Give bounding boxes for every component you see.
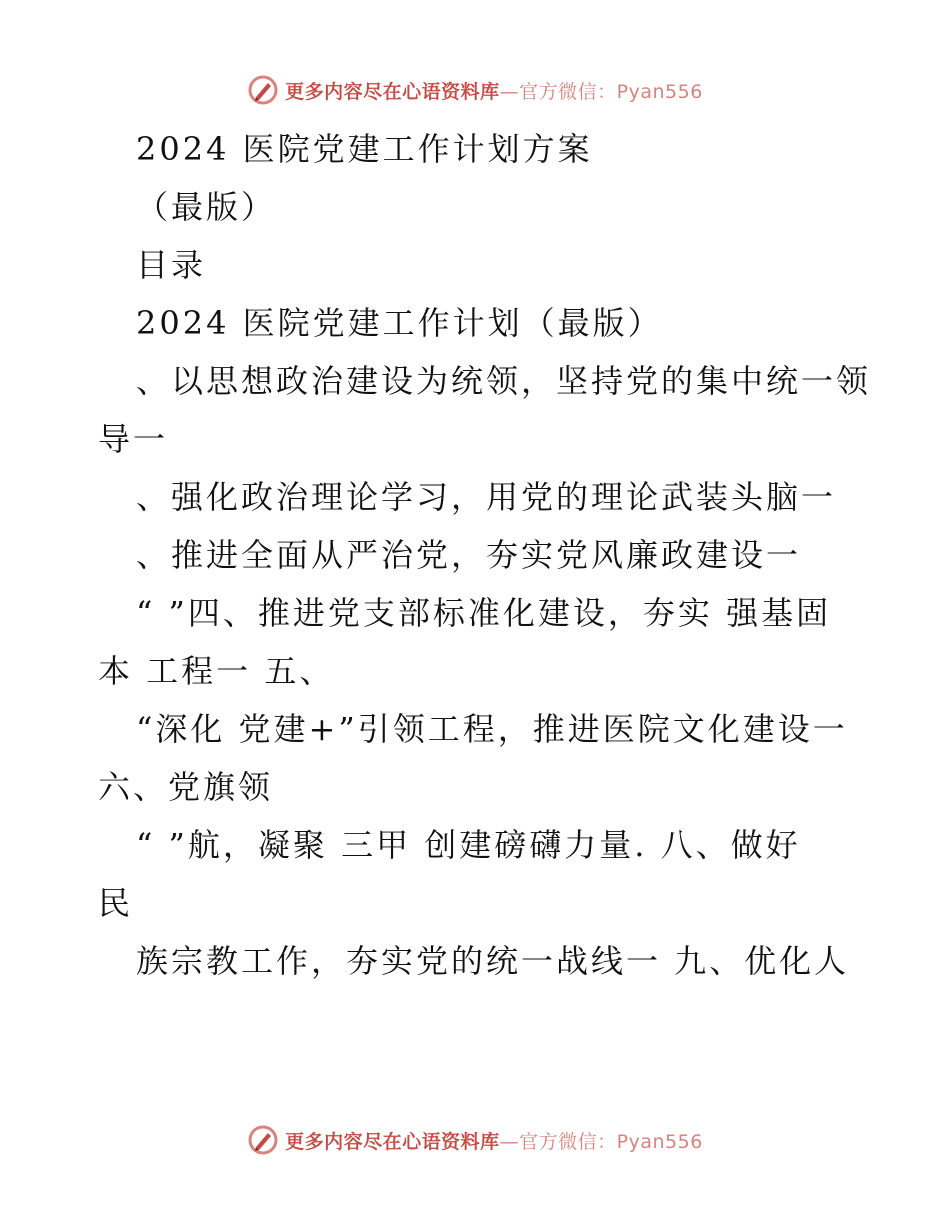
document-line: 2024 医院党建工作计划方案 — [136, 130, 593, 168]
watermark-banner-bottom — [0, 1120, 950, 1160]
document-line: 、强化政治理论学习，用党的理论武装头脑一 — [136, 478, 837, 516]
watermark-text: 更多内容尽在心语资料库—官方微信：Pyan556 — [285, 1130, 703, 1153]
document-line: 六、党旗领 — [98, 768, 274, 806]
document-line: 本 工程一 五、 — [98, 652, 335, 690]
document-line: 民 — [98, 884, 134, 922]
watermark-text: 更多内容尽在心语资料库—官方微信：Pyan556 — [285, 80, 703, 103]
document-line: “深化 党建+”引领工程，推进医院文化建设一 — [136, 710, 848, 748]
document-line: 导一 — [98, 420, 169, 458]
pen-logo-icon — [247, 1124, 279, 1156]
document-line: “ ”航，凝聚 三甲 创建磅礴力量. 八、做好 — [136, 826, 801, 864]
document-line: 目录 — [136, 246, 207, 284]
watermark-banner-top — [0, 70, 950, 110]
document-line: 2024 医院党建工作计划（最版） — [136, 304, 663, 342]
document-line: 、推进全面从严治党，夯实党风廉政建设一 — [136, 536, 802, 574]
document-body — [98, 120, 872, 990]
pen-logo-icon — [247, 74, 279, 106]
document-line: （最版） — [136, 188, 277, 226]
document-line: 族宗教工作，夯实党的统一战线一 九、优化人 — [136, 942, 850, 980]
document-line: 、以思想政治建设为统领，坚持党的集中统一领 — [136, 362, 872, 400]
document-line: “ ”四、推进党支部标准化建设，夯实 强基固 — [136, 594, 832, 632]
